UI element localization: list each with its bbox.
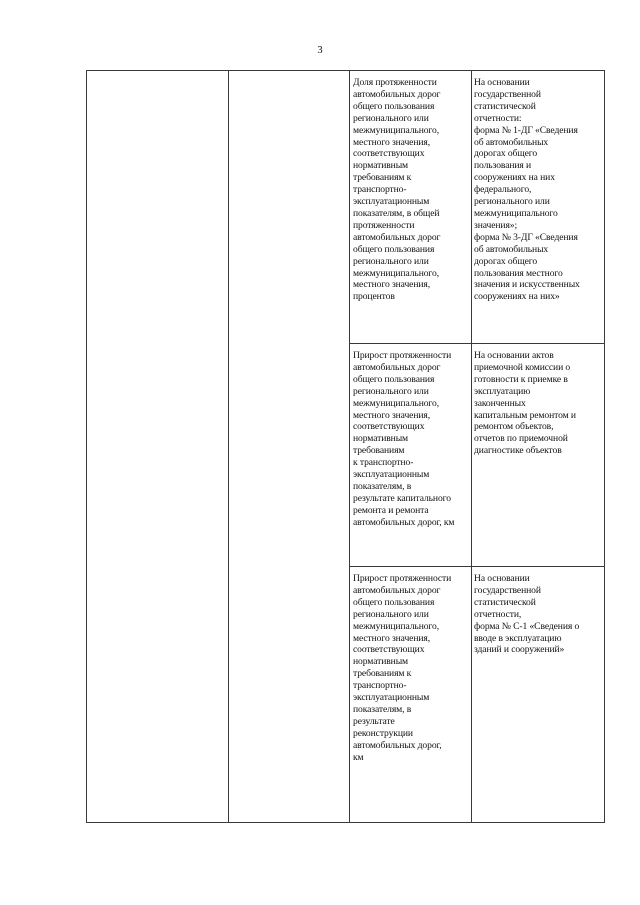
- table-row: [87, 71, 605, 344]
- indicators-table: [86, 70, 605, 823]
- indicator-text: Прирост протяженности автомобильных дорог общего пользования регионального или межмуниципального, местного значения, соответствующих нормативным требованиям к транспортно- эксплуатационным показателям, в результате реконструкции автомобильных дорог, км: [353, 573, 452, 763]
- indicator-cell: [350, 71, 472, 344]
- page-number: 3: [317, 45, 323, 56]
- source-cell: [472, 71, 605, 344]
- indicator-cell: [350, 344, 472, 567]
- indicator-cell: [350, 567, 472, 823]
- source-cell: [472, 344, 605, 567]
- source-text: На основании государственной статистической отчетности: форма № 1-ДГ «Сведения об автомобильных дорогах общего пользования и сооружениях на них федерального, регионального или межмуниципального значения»; форма № 3-ДГ «Сведения об автомобильных дорогах общего пользования местного значения и искусственных сооружениях на них»: [474, 77, 580, 303]
- source-text: На основании государственной статистической отчетности, форма № С-1 «Сведения о вводе в эксплуатацию зданий и сооружений»: [474, 573, 580, 656]
- source-cell: [472, 567, 605, 823]
- indicator-text: Доля протяженности автомобильных дорог общего пользования регионального или межмуниципального, местного значения, соответствующих нормативным требованиям к транспортно- эксплуатационным показателям, в общей протяженности автомобильных дорог общего пользования регионального или межмуниципального, местного значения, процентов: [353, 77, 441, 303]
- indicator-text: Прирост протяженности автомобильных дорог общего пользования регионального или межмуниципального, местного значения, соответствующих нормативным требованиям к транспортно- эксплуатационным показателям, в результате капитального ремонта и ремонта автомобильных дорог, км: [353, 350, 455, 528]
- empty-cell-first-column: [87, 71, 229, 823]
- source-text: На основании актов приемочной комиссии о готовности к приемке в эксплуатацию законченных капитальным ремонтом и ремонтом объектов, отчетов по приемочной диагностике объектов: [474, 350, 576, 457]
- empty-cell-second-column: [229, 71, 350, 823]
